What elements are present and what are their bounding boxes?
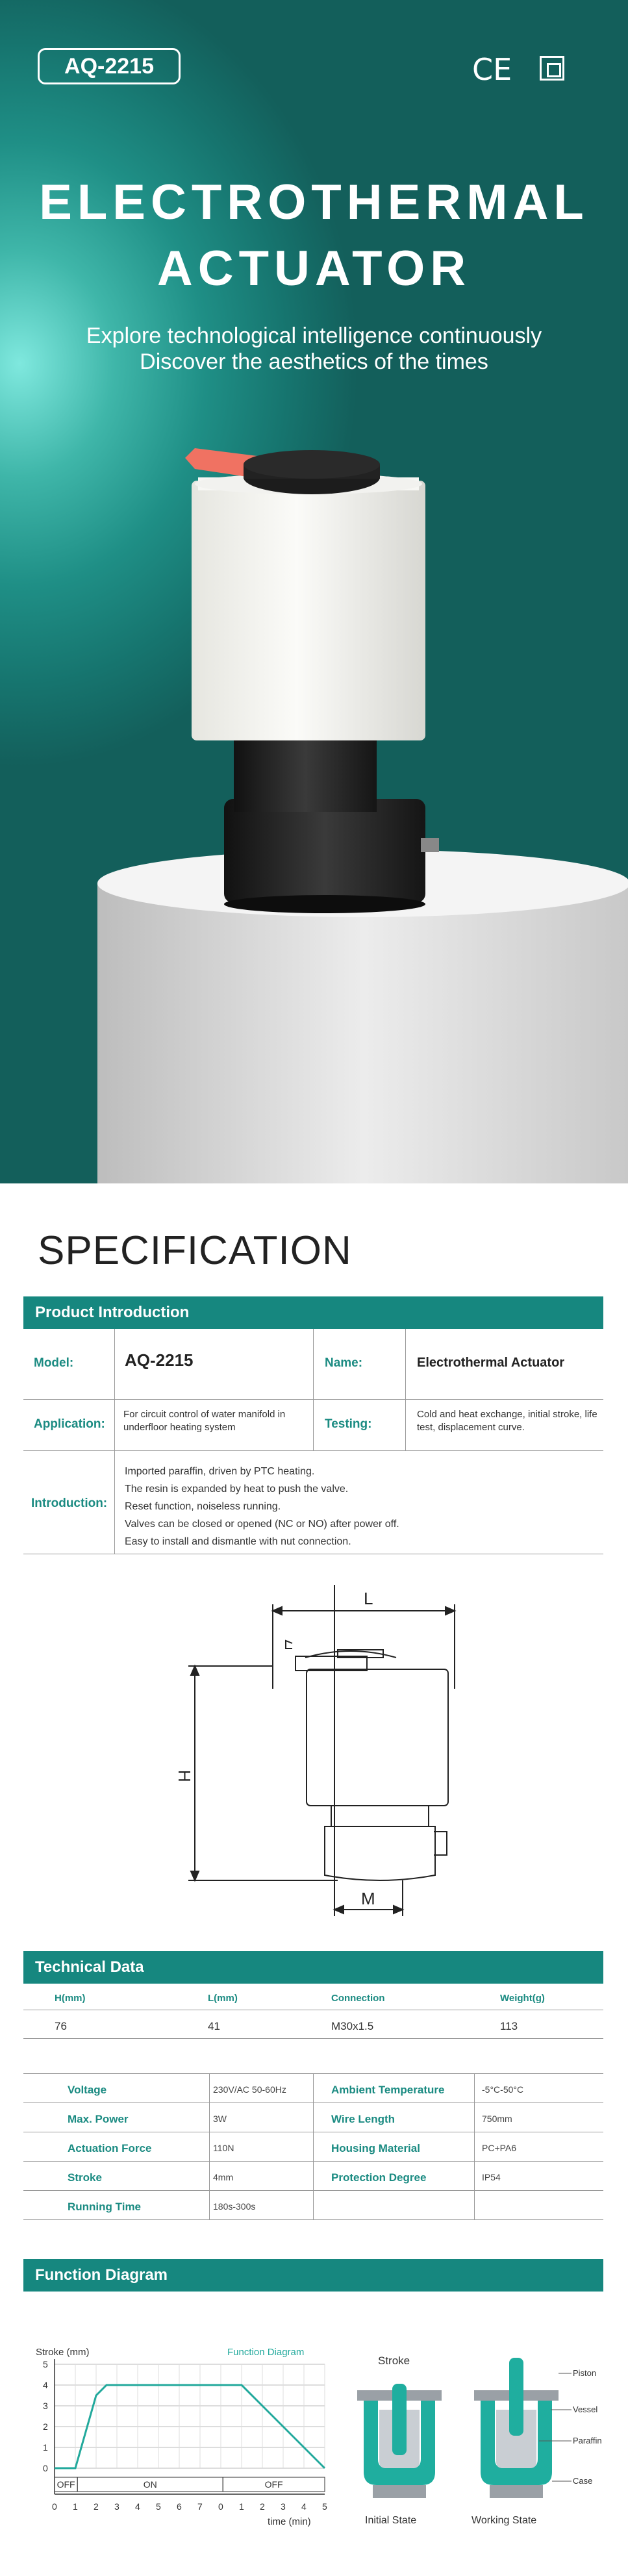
- hero-subtitle-line2: Discover the aesthetics of the times: [140, 349, 488, 374]
- spec-voltage-label: Voltage: [68, 2084, 107, 2096]
- working-state-illustration: [474, 2358, 559, 2498]
- model-label: Model:: [34, 1356, 74, 1370]
- introduction-line: Valves can be closed or opened (NC or NO) after power off.: [125, 1519, 399, 1530]
- introduction-line: The resin is expanded by heat to push the valve.: [125, 1484, 349, 1495]
- dim-h-label: H: [175, 1770, 194, 1782]
- divider: [114, 1329, 115, 1554]
- spec-force-value: 110N: [213, 2143, 234, 2153]
- ce-mark-icon: CE: [472, 52, 512, 87]
- spec-stroke-value: 4mm: [213, 2172, 234, 2182]
- stroke-label: Stroke: [378, 2355, 410, 2367]
- working-state-label: Working State: [471, 2515, 537, 2526]
- spec-housing-label: Housing Material: [331, 2142, 420, 2154]
- divider: [23, 2219, 603, 2220]
- y-tick-label: 5: [43, 2359, 48, 2369]
- spec-force-label: Actuation Force: [68, 2142, 152, 2154]
- introduction-list: [125, 1463, 399, 1550]
- chart-y-label: Stroke (mm): [36, 2347, 90, 2358]
- introduction-label: Introduction:: [31, 1496, 108, 1510]
- x-tick-label: 1: [239, 2501, 244, 2512]
- x-tick-label: 1: [73, 2501, 78, 2512]
- part-paraffin: Paraffin: [573, 2436, 602, 2445]
- spec-voltage-value: 230V/AC 50-60Hz: [213, 2084, 286, 2095]
- function-diagram-bar: Function Diagram: [23, 2259, 603, 2292]
- x-tick-label: 3: [281, 2501, 286, 2512]
- dim-m-label: M: [361, 1889, 375, 1908]
- model-value: AQ-2215: [125, 1350, 194, 1370]
- product-intro-bar: Product Introduction: [23, 1296, 603, 1329]
- part-piston: Piston: [573, 2368, 597, 2378]
- initial-state-illustration: [357, 2384, 442, 2498]
- spec-housing-value: PC+PA6: [482, 2143, 517, 2153]
- technical-data-bar: Technical Data: [23, 1951, 603, 1984]
- divider: [23, 2038, 603, 2039]
- x-tick-label: 5: [156, 2501, 161, 2512]
- spec-power-value: 3W: [213, 2114, 227, 2124]
- spec-running-label: Running Time: [68, 2201, 142, 2213]
- chart-x-label: time (min): [268, 2516, 311, 2527]
- divider: [405, 1329, 406, 1450]
- spec-wire-value: 750mm: [482, 2114, 512, 2124]
- testing-label: Testing:: [325, 1417, 372, 1431]
- x-tick-label: 2: [260, 2501, 265, 2512]
- th-connection: Connection: [331, 1993, 385, 2004]
- spec-wire-label: Wire Length: [331, 2113, 396, 2125]
- x-tick-label: 2: [94, 2501, 99, 2512]
- td-weight-value: 113: [500, 2020, 518, 2032]
- model-badge: AQ-2215: [38, 48, 181, 84]
- y-tick-label: 1: [43, 2442, 48, 2453]
- state-label: OFF: [264, 2479, 283, 2490]
- th-h: H(mm): [55, 1993, 86, 2004]
- part-vessel: Vessel: [573, 2405, 598, 2414]
- introduction-line: Imported paraffin, driven by PTC heating.: [125, 1466, 315, 1477]
- divider: [474, 2073, 475, 2219]
- hero-title-line2: ACTUATOR: [157, 241, 471, 296]
- name-label: Name:: [325, 1356, 363, 1370]
- divider: [209, 2073, 210, 2219]
- spec-stroke-label: Stroke: [68, 2171, 102, 2184]
- y-tick-label: 2: [43, 2421, 48, 2432]
- part-case: Case: [573, 2476, 593, 2486]
- spec-power-label: Max. Power: [68, 2113, 129, 2125]
- spec-ambient-value: -5°C-50°C: [482, 2084, 524, 2095]
- x-tick-label: 7: [197, 2501, 203, 2512]
- divider: [313, 1329, 314, 1450]
- application-value: For circuit control of water manifold in underfloor heating system: [123, 1409, 286, 1433]
- spec-protection-label: Protection Degree: [331, 2171, 427, 2184]
- name-value: Electrothermal Actuator: [417, 1356, 565, 1370]
- function-chart: [26, 2338, 338, 2540]
- x-tick-label: 4: [301, 2501, 307, 2512]
- divider: [313, 2073, 314, 2219]
- hero-title-line1: ELECTROTHERMAL: [39, 175, 589, 230]
- divider: [23, 1450, 603, 1451]
- state-label: ON: [143, 2479, 157, 2490]
- introduction-line: Easy to install and dismantle with nut connection.: [125, 1536, 351, 1547]
- td-h-value: 76: [55, 2020, 67, 2032]
- initial-state-label: Initial State: [365, 2515, 417, 2526]
- spec-ambient-label: Ambient Temperature: [331, 2084, 445, 2096]
- hero-banner: [0, 0, 628, 1183]
- td-connection-value: M30x1.5: [331, 2020, 374, 2032]
- introduction-line: Reset function, noiseless running.: [125, 1501, 281, 1512]
- y-tick-label: 4: [43, 2380, 48, 2390]
- x-tick-label: 6: [177, 2501, 182, 2512]
- spec-title: SPECIFICATION: [38, 1228, 352, 1273]
- state-illustrations: [344, 2338, 604, 2559]
- testing-value: Cold and heat exchange, initial stroke, life test, displacement curve.: [417, 1409, 597, 1433]
- td-l-value: 41: [208, 2020, 220, 2032]
- spec-running-value: 180s-300s: [213, 2201, 256, 2212]
- spec-protection-value: IP54: [482, 2172, 501, 2182]
- th-l: L(mm): [208, 1993, 238, 2004]
- y-tick-label: 0: [43, 2463, 48, 2473]
- x-tick-label: 5: [322, 2501, 327, 2512]
- application-label: Application:: [34, 1417, 105, 1431]
- dimension-drawing: [0, 1585, 628, 1936]
- product-photo: [0, 0, 628, 1183]
- y-tick-label: 3: [43, 2401, 48, 2411]
- x-tick-label: 0: [52, 2501, 57, 2512]
- chart-title: Function Diagram: [227, 2347, 305, 2358]
- x-tick-label: 0: [218, 2501, 223, 2512]
- x-tick-label: 3: [114, 2501, 119, 2512]
- th-weight: Weight(g): [500, 1993, 545, 2004]
- dim-l-label: L: [364, 1589, 373, 1608]
- hero-subtitle-line1: Explore technological intelligence continuously: [86, 323, 542, 348]
- x-tick-label: 4: [135, 2501, 140, 2512]
- state-label: OFF: [57, 2479, 75, 2490]
